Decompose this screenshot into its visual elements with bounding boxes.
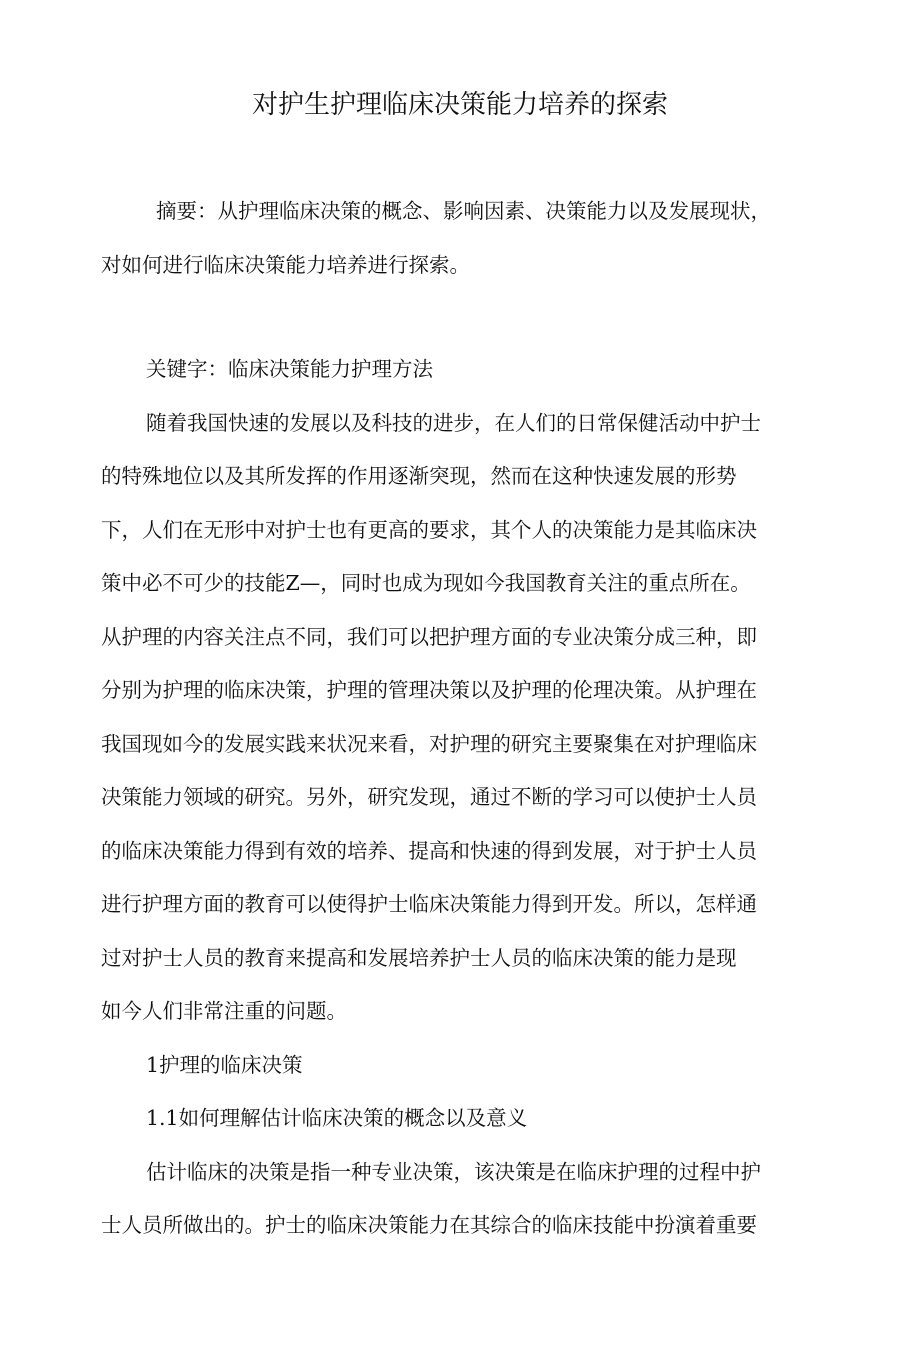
paragraph-line: 估计临床的决策是指一种专业决策，该决策是在临床护理的过程中护	[146, 1159, 761, 1184]
paragraph-line: 的特殊地位以及其所发挥的作用逐渐突现，然而在这种快速发展的形势	[101, 464, 737, 488]
paragraph-line: 过对护士人员的教育来提高和发展培养护士人员的临床决策的能力是现	[101, 945, 737, 970]
paragraph-line: 从护理的内容关注点不同，我们可以把护理方面的专业决策分成三种，即	[101, 624, 757, 649]
abstract-line: 对如何进行临床决策能力培养进行探索。	[101, 252, 470, 277]
document-title: 对护生护理临床决策能力培养的探索	[251, 90, 668, 120]
keywords: 关键字：临床决策能力护理方法	[146, 357, 433, 381]
abstract	[101, 185, 781, 292]
paragraph-line: 我国现如今的发展实践来状况来看，对护理的研究主要聚集在对护理临床	[101, 731, 757, 756]
paragraph-line: 士人员所做出的。护士的临床决策能力在其综合的临床技能中扮演着重要	[101, 1213, 757, 1237]
paragraph-line: 决策能力领域的研究。另外，研究发现，通过不断的学习可以使护士人员	[101, 785, 757, 809]
paragraph-line: 分别为护理的临床决策，护理的管理决策以及护理的伦理决策。从护理在	[101, 678, 757, 702]
paragraph-line: 下，人们在无形中对护士也有更高的要求，其个人的决策能力是其临床决	[101, 517, 757, 542]
paragraph-line: 随着我国快速的发展以及科技的进步，在人们的日常保健活动中护士	[146, 410, 761, 435]
paragraph-line: 的临床决策能力得到有效的培养、提高和快速的得到发展，对于护士人员	[101, 838, 757, 863]
paragraph-line: 策中必不可少的技能Z—，同时也成为现如今我国教育关注的重点所在。	[101, 571, 751, 595]
document-body	[101, 343, 781, 1253]
paragraph-line: 如今人们非常注重的问题。	[101, 999, 347, 1023]
subsection-heading: 1.1如何理解估计临床决策的概念以及意义	[146, 1106, 528, 1130]
paragraph-line: 进行护理方面的教育可以使得护士临床决策能力得到开发。所以，怎样通	[101, 892, 757, 916]
section-heading: 1护理的临床决策	[146, 1052, 303, 1077]
abstract-line: 摘要：从护理临床决策的概念、影响因素、决策能力以及发展现状，	[156, 199, 771, 223]
